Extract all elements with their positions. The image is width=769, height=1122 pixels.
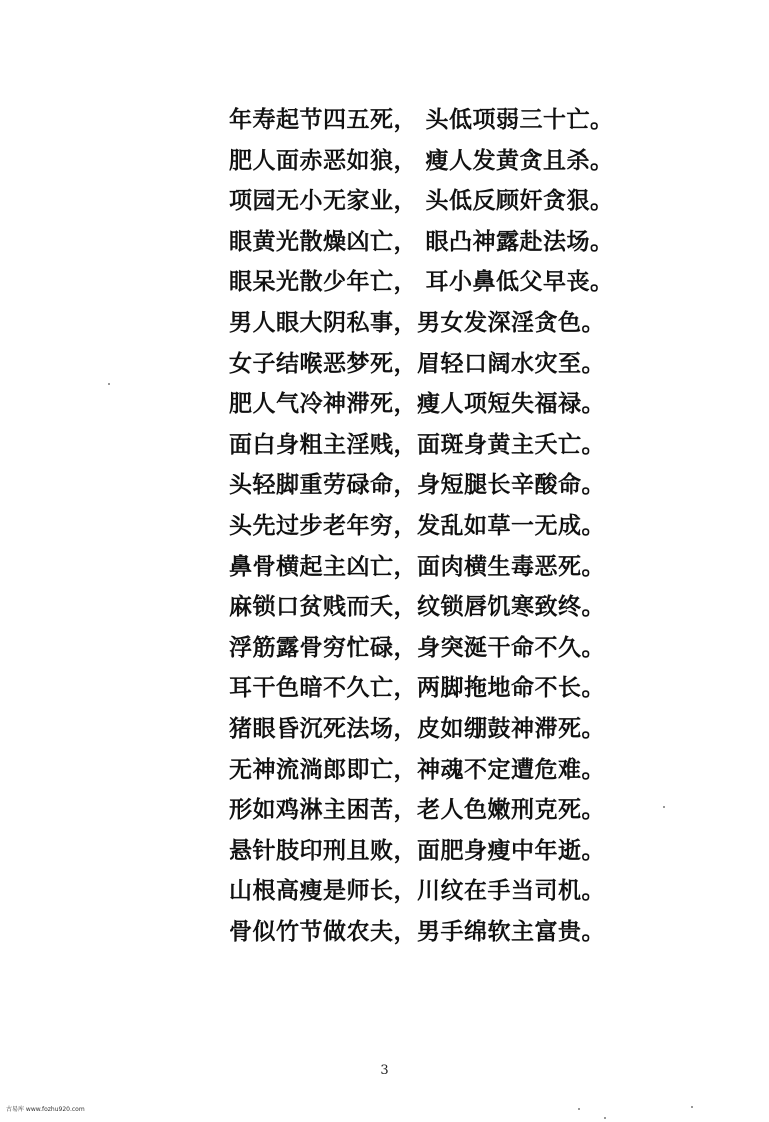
verse-line: 无神流淌郎即亡，神魂不定遭危难。 — [229, 756, 605, 783]
verse-line: 猪眼昏沉死法场，皮如绷鼓神滞死。 — [229, 715, 605, 742]
scan-speck — [663, 806, 665, 808]
verse-line: 骨似竹节做农夫，男手绵软主富贵。 — [229, 918, 605, 945]
verse-line: 耳干色暗不久亡，两脚拖地命不长。 — [229, 675, 605, 702]
verse-line: 悬针肢印刑且败，面肥身瘦中年逝。 — [229, 837, 605, 864]
verse-block — [229, 100, 649, 952]
page-number: 3 — [380, 1063, 389, 1078]
verse-line: 头先过步老年穷，发乱如草一无成。 — [229, 512, 605, 539]
verse-line: 麻锁口贫贱而夭，纹锁唇饥寒致终。 — [229, 594, 605, 621]
verse-line: 年寿起节四五死， 头低项弱三十亡。 — [229, 107, 614, 133]
verse-line: 山根高瘦是师长，川纹在手当司机。 — [229, 878, 605, 905]
verse-line: 肥人气冷神滞死，瘦人项短失福禄。 — [229, 391, 605, 418]
scan-speck — [578, 1108, 580, 1110]
verse-line: 肥人面赤恶如狼， 瘦人发黄贪且杀。 — [229, 147, 614, 174]
verse-line: 男人眼大阴私事，男女发深淫贪色。 — [229, 309, 605, 336]
verse-line: 形如鸡淋主困苦，老人色嫩刑克死。 — [229, 797, 605, 824]
verse-line: 项园无小无家业， 头低反顾奸贪狠。 — [229, 188, 614, 215]
verse-line: 鼻骨横起主凶亡，面肉横生毒恶死。 — [229, 553, 605, 580]
scan-speck — [604, 1117, 606, 1119]
verse-line: 面白身粗主淫贱，面斑身黄主夭亡。 — [229, 431, 605, 458]
verse-line: 浮筋露骨穷忙碌，身突涎干命不久。 — [229, 634, 605, 661]
verse-line: 眼呆光散少年亡， 耳小鼻低父早丧。 — [229, 269, 614, 296]
verse-line: 女子结喉恶梦死，眉轻口阔水灾至。 — [229, 350, 605, 377]
verse-line: 眼黄光散燥凶亡， 眼凸神露赴法场。 — [229, 228, 614, 255]
verse-line: 头轻脚重劳碌命，身短腿长辛酸命。 — [229, 472, 605, 499]
scan-speck — [691, 1106, 693, 1108]
scan-speck — [108, 383, 110, 385]
watermark-text: 古易库 www.fozhu920.com — [6, 1106, 85, 1113]
